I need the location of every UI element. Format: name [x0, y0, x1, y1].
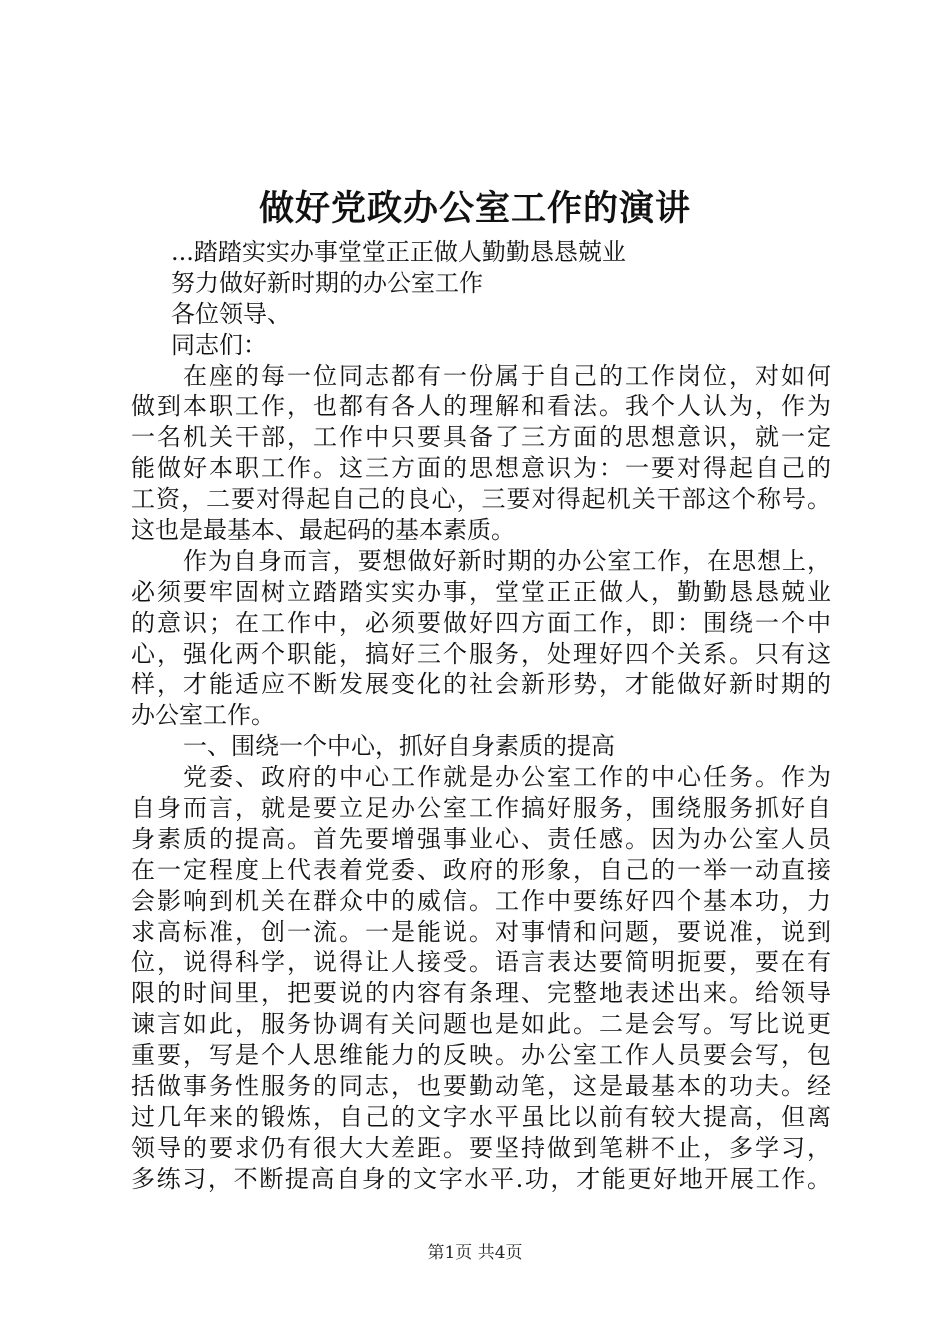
body-line: 党委、政府的中心工作就是办公室工作的中心任务。作为 — [183, 763, 831, 792]
body-line: 心，强化两个职能，搞好三个服务，处理好四个关系。只有这 — [131, 639, 831, 668]
body-line: 在座的每一位同志都有一份属于自己的工作岗位，对如何 — [183, 361, 831, 390]
body-line: 这也是最基本、最起码的基本素质。 — [131, 516, 515, 545]
body-line: 做到本职工作，也都有各人的理解和看法。我个人认为，作为 — [131, 392, 831, 421]
body-line: 工资，二要对得起自己的良心，三要对得起机关干部这个称号。 — [131, 485, 831, 514]
body-line: 样，才能适应不断发展变化的社会新形势，才能做好新时期的 — [131, 670, 831, 699]
body-line: 努力做好新时期的办公室工作 — [171, 268, 483, 297]
body-line: 自身而言，就是要立足办公室工作搞好服务，围绕服务抓好自 — [131, 794, 831, 823]
body-line: 会影响到机关在群众中的威信。工作中要练好四个基本功，力 — [131, 886, 831, 915]
body-line: 谏言如此，服务协调有关问题也是如此。二是会写。写比说更 — [131, 1010, 831, 1039]
body-line: 身素质的提高。首先要增强事业心、责任感。因为办公室人员 — [131, 824, 831, 853]
body-line: 各位领导、 — [171, 299, 291, 328]
page-footer: 第1页 共4页 — [427, 1243, 523, 1263]
body-line: 领导的要求仍有很大大差距。要坚持做到笔耕不止，多学习， — [131, 1133, 831, 1162]
body-line: 一名机关干部，工作中只要具备了三方面的思想意识，就一定 — [131, 423, 831, 452]
body-line: 的意识；在工作中，必须要做好四方面工作，即：围绕一个中 — [131, 608, 831, 637]
document-body — [131, 237, 831, 1195]
body-line: 限的时间里，把要说的内容有条理、完整地表述出来。给领导 — [131, 979, 831, 1008]
body-line: 必须要牢固树立踏踏实实办事，堂堂正正做人，勤勤恳恳兢业 — [131, 577, 831, 606]
body-line: 过几年来的锻炼，自己的文字水平虽比以前有较大提高，但离 — [131, 1102, 831, 1131]
body-line: 作为自身而言，要想做好新时期的办公室工作，在思想上， — [183, 546, 831, 575]
document-title: 做好党政办公室工作的演讲 — [258, 188, 691, 229]
body-line: 括做事务性服务的同志，也要勤动笔，这是最基本的功夫。经 — [131, 1072, 831, 1101]
body-line: 位，说得科学，说得让人接受。语言表达要简明扼要，要在有 — [131, 948, 831, 977]
body-line: 同志们： — [171, 330, 267, 359]
body-line: 办公室工作。 — [131, 701, 275, 730]
body-line: 能做好本职工作。这三方面的思想意识为：一要对得起自己的 — [131, 454, 831, 483]
body-line: ...踏踏实实办事堂堂正正做人勤勤恳恳兢业 — [171, 238, 626, 266]
body-line: 重要，写是个人思维能力的反映。办公室工作人员要会写，包 — [131, 1041, 831, 1070]
body-line: 求高标准，创一流。一是能说。对事情和问题，要说准，说到 — [131, 917, 831, 946]
body-line: 一、围绕一个中心，抓好自身素质的提高 — [183, 732, 615, 761]
body-line: 多练习，不断提高自身的文字水平.功，才能更好地开展工作。 — [131, 1164, 831, 1193]
body-line: 在一定程度上代表着党委、政府的形象，自己的一举一动直接 — [131, 855, 831, 884]
